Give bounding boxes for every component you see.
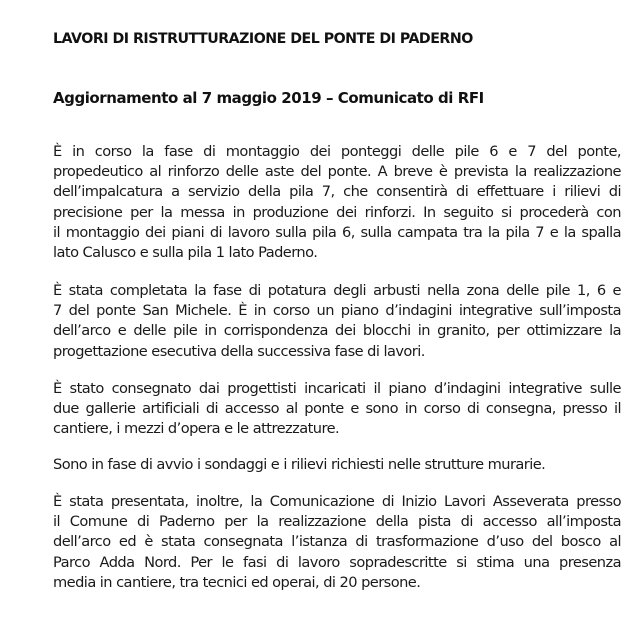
paragraph-montaggio-ponteggi — [53, 142, 621, 263]
text-line: Sono in fase di avvio i sondaggi e i rilievi richiesti nelle strutture murarie. — [53, 456, 546, 473]
text-line: dell’arco e delle pile in corrispondenza dei blocchi in granito, per ottimizzare la — [53, 322, 621, 340]
paragraph-indagini-gallerie — [53, 379, 621, 440]
text-line: È stata presentata, inoltre, la Comunicazione di Inizio Lavori Asseverata presso — [53, 493, 621, 510]
document-title: LAVORI DI RISTRUTTURAZIONE DEL PONTE DI PADERNO — [53, 31, 473, 47]
document-subtitle: Aggiornamento al 7 maggio 2019 – Comunicato di RFI — [53, 89, 484, 107]
text-line: È stata completata la fase di potatura degli arbusti nella zona delle pile 1, 6 e — [53, 282, 621, 299]
paragraph-sondaggi — [53, 455, 621, 475]
text-line: Parco Adda Nord. Per le fasi di lavoro sopradescritte si stima una presenza — [53, 553, 621, 571]
text-line: precisione per la messa in produzione dei rinforzi. In seguito si procederà con — [53, 203, 621, 221]
text-line: due gallerie artificiali di accesso al ponte e sono in corso di consegna, presso il — [53, 400, 621, 418]
text-line: cantiere, i mezzi d’opera e le attrezzature. — [53, 420, 340, 438]
text-line: progettazione esecutiva della successiva fase di lavori. — [53, 342, 425, 360]
text-line: 7 del ponte San Michele. È in corso un piano d’indagini integrative sull’imposta — [53, 302, 621, 320]
text-line: dell’arco ed è stata consegnata l’istanza di trasformazione d’uso del bosco al — [53, 533, 621, 551]
text-line: È in corso la fase di montaggio dei ponteggi delle pile 6 e 7 del ponte, — [53, 143, 621, 160]
paragraph-potatura-arbusti — [53, 281, 621, 362]
text-line: lato Calusco e sulla pila 1 lato Paderno. — [53, 243, 318, 261]
paragraph-comunicazione-inizio-lavori — [53, 492, 621, 593]
text-line: dell’impalcatura a servizio della pila 7, che consentirà di effettuare i rilievi di — [53, 183, 621, 201]
text-line: È stato consegnato dai progettisti incaricati il piano d’indagini integrative sulle — [53, 380, 621, 397]
text-line: propedeutico al rinforzo delle aste del ponte. A breve è prevista la realizzazione — [53, 163, 621, 181]
text-line: il Comune di Paderno per la realizzazione della pista di accesso all’imposta — [53, 513, 621, 531]
text-line: il montaggio dei piani di lavoro sulla pila 6, sulla campata tra la pila 7 e la spalla — [53, 223, 621, 241]
text-line: media in cantiere, tra tecnici ed operai, di 20 persone. — [53, 573, 421, 591]
